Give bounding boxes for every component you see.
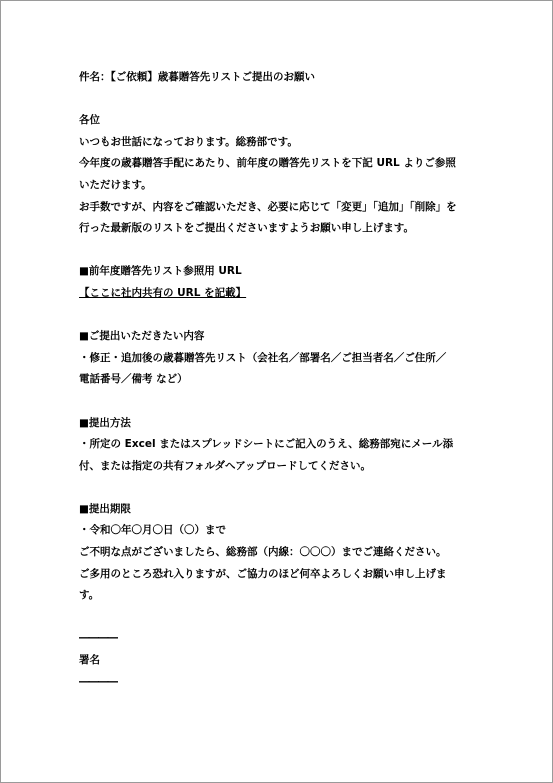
content-line: ・修正・追加後の歳暮贈答先リスト（会社名／部署名／ご担当者名／ご住所／: [79, 351, 447, 364]
closing-line: ご不明な点がございましたら、総務部（内線：〇〇〇）までご連絡ください。: [79, 546, 447, 559]
method-line: 付、または指定の共有フォルダへアップロードしてください。: [79, 459, 372, 472]
body-line: 行った最新版のリストをご提出くださいますようお願い申し上げます。: [79, 222, 414, 235]
signature-label: 署名: [79, 654, 100, 667]
body-line: いつもお世話になっております。総務部です。: [79, 135, 298, 148]
spacer: [79, 240, 479, 262]
spacer: [79, 305, 479, 327]
deadline-line: ・令和〇年〇月〇日（〇）まで: [79, 524, 226, 537]
spacer: [79, 391, 479, 413]
section-heading-method: ■提出方法: [79, 416, 131, 429]
signature-rule-top: [79, 628, 479, 650]
spacer: [79, 477, 479, 499]
body-line: いただけます。: [79, 178, 152, 191]
body-line: 今年度の歳暮贈答手配にあたり、前年度の贈答先リストを下記 URL よりご参照: [79, 157, 456, 170]
closing-line: ご多用のところ恐れ入りますが、ご協力のほど何卒よろしくお願い申し上げま: [79, 567, 447, 580]
section-heading-content: ■ご提出いただきたい内容: [79, 330, 205, 343]
spacer: [79, 607, 479, 629]
section-heading-url: ■前年度贈答先リスト参照用 URL: [79, 265, 242, 278]
signature-rule-bottom-text: ――――: [79, 675, 117, 688]
greeting: 各位: [79, 114, 100, 127]
method-line: ・所定の Excel またはスプレッドシートにご記入のうえ、総務部宛にメール添: [79, 438, 454, 451]
section-heading-deadline: ■提出期限: [79, 502, 131, 515]
content-line: 電話番号／備考 など）: [79, 373, 188, 386]
spacer: [79, 89, 479, 111]
signature-rule-top-text: ――――: [79, 632, 117, 645]
closing-line: す。: [79, 589, 100, 602]
shared-url-link[interactable]: [79, 283, 479, 305]
shared-url-link-text[interactable]: 【ここに社内共有の URL を記載】: [79, 286, 247, 299]
signature-rule-bottom: [79, 672, 479, 694]
body-line: お手数ですが、内容をご確認いただき、必要に応じて「変更」「追加」「削除」を: [79, 200, 457, 213]
email-body: [79, 67, 479, 693]
subject-line: 件名：【ご依頼】歳暮贈答先リストご提出のお願い: [79, 71, 316, 83]
